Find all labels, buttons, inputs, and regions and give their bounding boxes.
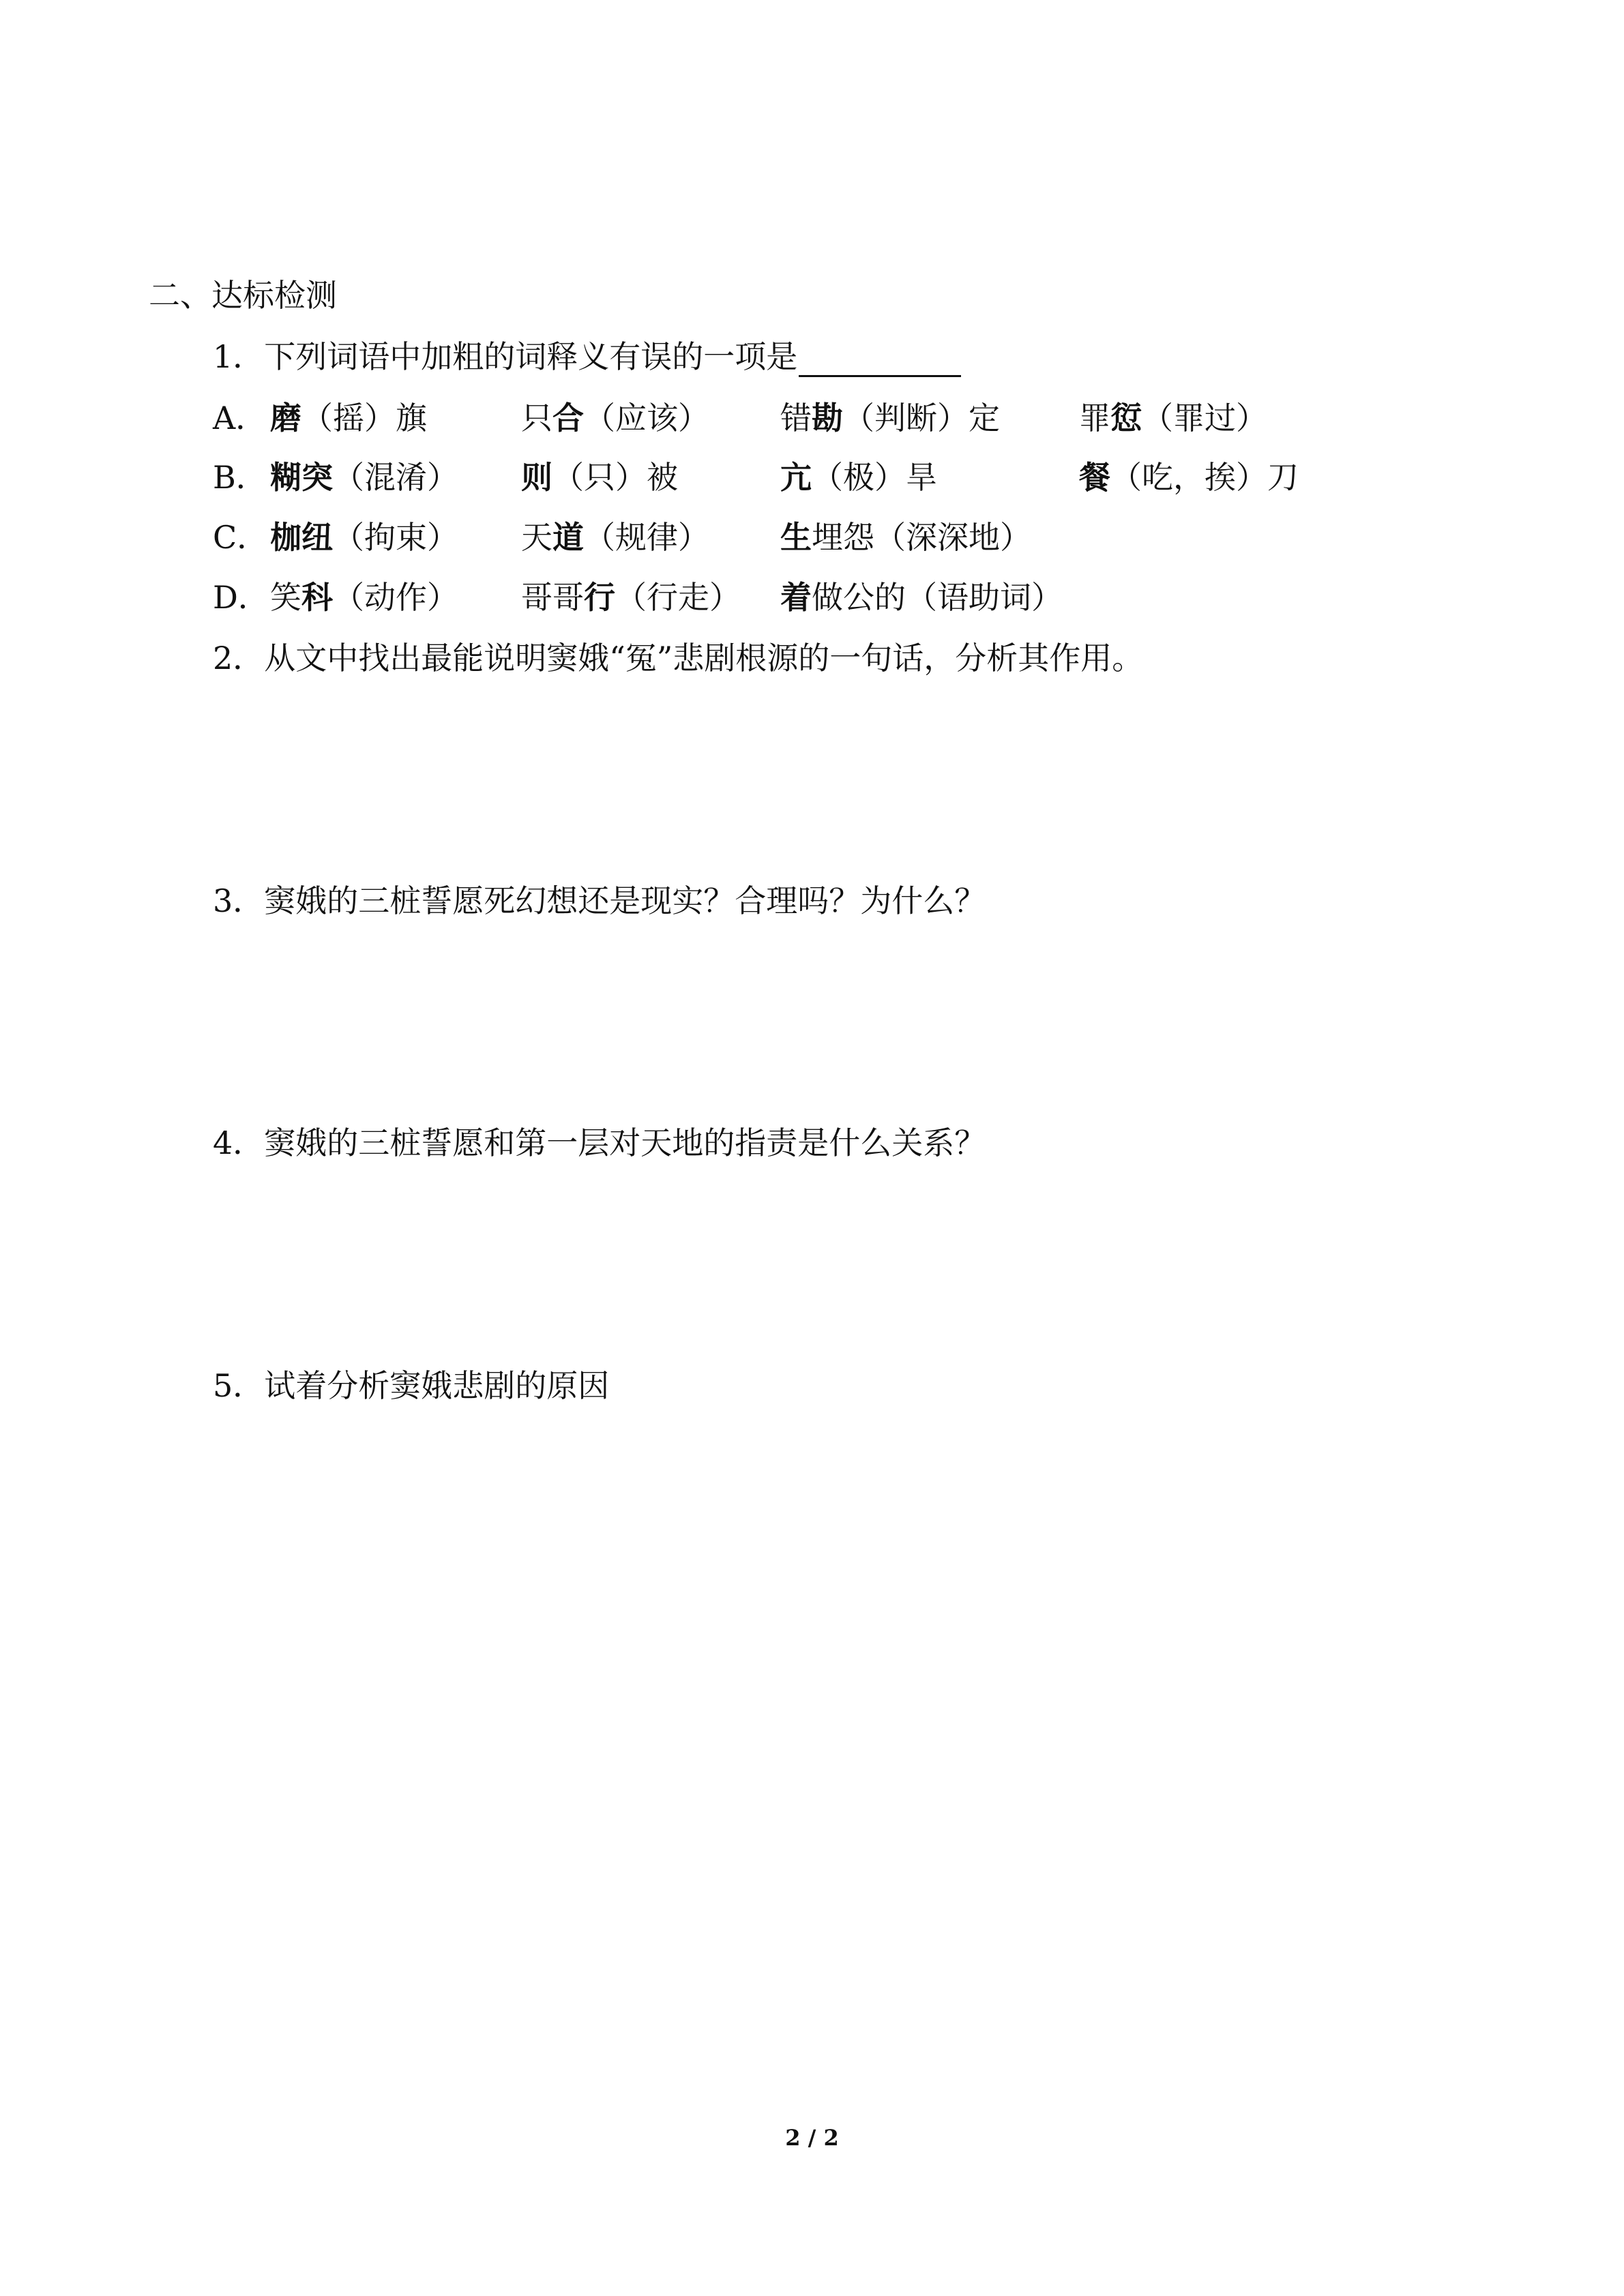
option-item: 磨（摇）旗 — [270, 400, 427, 436]
option-item: 亢（极）旱 — [780, 459, 937, 496]
option-item: 罪愆（罪过） — [1079, 400, 1267, 436]
option-item: 哥哥行（行走） — [521, 579, 741, 616]
option-label: B． — [213, 459, 267, 496]
option-label: D． — [213, 579, 269, 616]
option-item: 天道（规律） — [521, 519, 709, 556]
option-label: A． — [213, 400, 267, 436]
option-item: 错勘（判断）定 — [780, 400, 1000, 436]
question-5: 5．试着分析窦娥悲剧的原因 — [213, 1367, 610, 1404]
option-item: 糊突（混淆） — [270, 459, 458, 496]
option-item: 则（只）被 — [521, 459, 678, 496]
option-item: 笑科（动作） — [270, 579, 458, 616]
option-item: 只合（应该） — [521, 400, 709, 436]
option-item: 枷纽（拘束） — [270, 519, 458, 556]
question-1 — [213, 336, 961, 377]
option-label: C． — [213, 519, 269, 556]
question-1-text: 1．下列词语中加粗的词释义有误的一项是 — [213, 338, 798, 375]
answer-blank[interactable] — [799, 342, 961, 377]
option-item: 餐（吃，挨）刀 — [1079, 459, 1299, 496]
section-title: 二、达标检测 — [149, 277, 337, 314]
page-number: 2 / 2 — [785, 2125, 839, 2151]
question-4: 4．窦娥的三桩誓愿和第一层对天地的指责是什么关系？ — [213, 1124, 986, 1161]
question-3: 3．窦娥的三桩誓愿死幻想还是现实？合理吗？为什么？ — [213, 882, 986, 919]
option-item: 生埋怨（深深地） — [780, 519, 1031, 556]
option-item: 着做公的（语助词） — [780, 579, 1063, 616]
question-2: 2．从文中找出最能说明窦娥“冤”悲剧根源的一句话，分析其作用。 — [213, 640, 1144, 676]
